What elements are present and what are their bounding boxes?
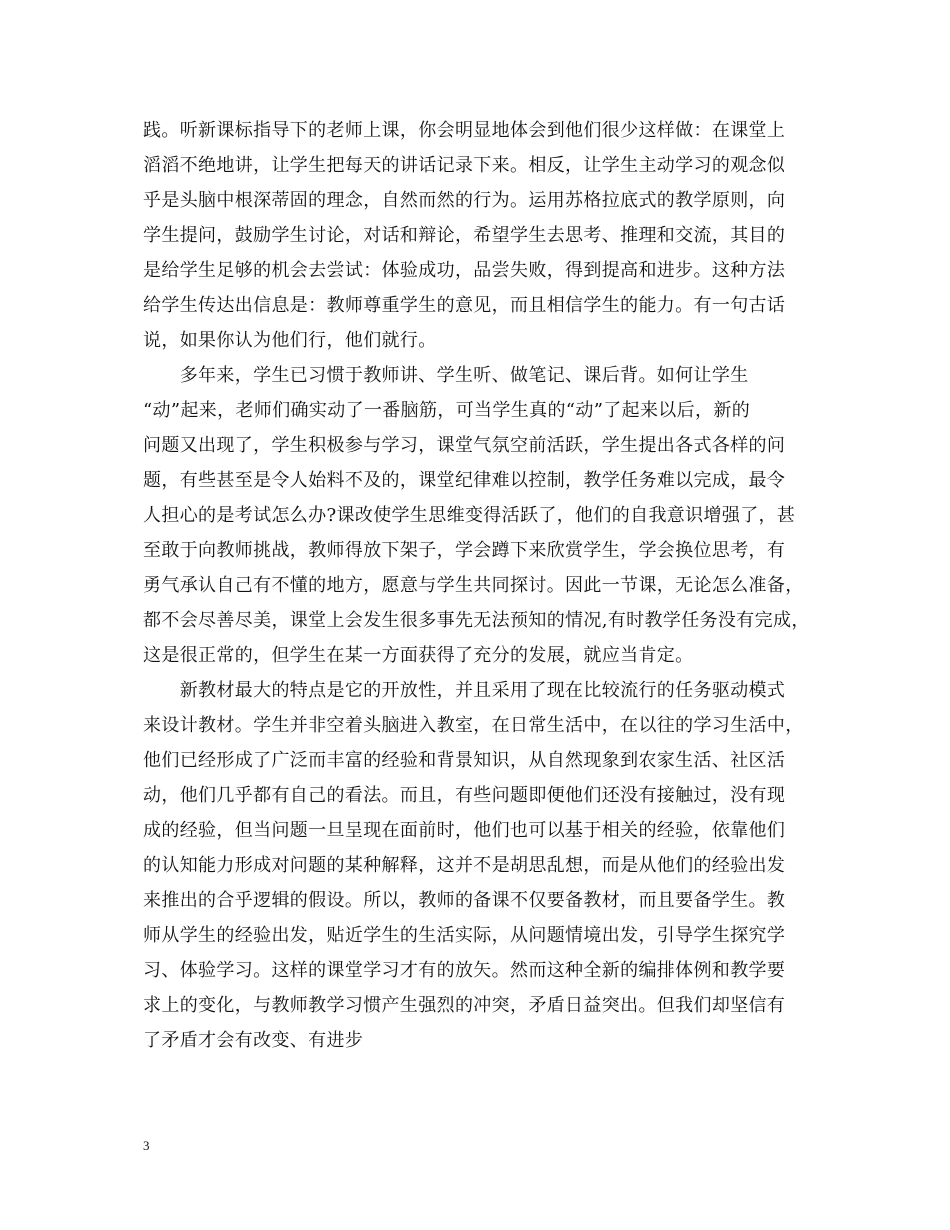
text-line: 践。听新课标指导下的老师上课，你会明显地体会到他们很少这样做：在课堂上 (143, 120, 786, 141)
text-line: 人担心的是考试怎么办?课改使学生思维变得活跃了，他们的自我意识增强了，甚 (143, 505, 796, 526)
text-line: 给学生传达出信息是：教师尊重学生的意见，而且相信学生的能力。有一句古话 (143, 295, 786, 316)
text-line: 说，如果你认为他们行，他们就行。 (143, 330, 437, 351)
text-line: 题，有些甚至是令人始料不及的，课堂纪律难以控制，教学任务难以完成，最令 (143, 470, 786, 491)
text-line: 他们已经形成了广泛而丰富的经验和背景知识，从自然现象到农家生活、社区活 (143, 750, 786, 771)
text-line: 新教材最大的特点是它的开放性，并且采用了现在比较流行的任务驱动模式 (143, 680, 786, 701)
text-line: 这是很正常的，但学生在某一方面获得了充分的发展，就应当肯定。 (143, 645, 694, 666)
text-line: 勇气承认自己有不懂的地方，愿意与学生共同探讨。因此一节课，无论怎么准备， (143, 575, 804, 596)
text-line: 来推出的合乎逻辑的假设。所以，教师的备课不仅要备教材，而且要备学生。教 (143, 890, 786, 911)
text-line: 习、体验学习。这样的课堂学习才有的放矢。然而这种全新的编排体例和教学要 (143, 960, 786, 981)
text-line: 师从学生的经验出发，贴近学生的生活实际，从问题情境出发，引导学生探究学 (143, 925, 786, 946)
text-line: 成的经验，但当问题一旦呈现在面前时，他们也可以基于相关的经验，依靠他们 (143, 820, 786, 841)
text-line: 多年来，学生已习惯于教师讲、学生听、做笔记、课后背。如何让学生 (143, 365, 749, 386)
text-line: 滔滔不绝地讲，让学生把每天的讲话记录下来。相反，让学生主动学习的观念似 (143, 155, 786, 176)
text-line: 来设计教材。学生并非空着头脑进入教室，在日常生活中，在以往的学习生活中， (143, 715, 804, 736)
text-line: 学生提问，鼓励学生讨论，对话和辩论，希望学生去思考、推理和交流，其目的 (143, 225, 786, 246)
text-line: 是给学生足够的机会去尝试：体验成功，品尝失败，得到提高和进步。这种方法 (143, 260, 786, 281)
text-line: 乎是头脑中根深蒂固的理念，自然而然的行为。运用苏格拉底式的教学原则，向 (143, 190, 786, 211)
text-line: 都不会尽善尽美，课堂上会发生很多事先无法预知的情况,有时教学任务没有完成， (143, 610, 810, 631)
text-line: 的认知能力形成对问题的某种解释，这并不是胡思乱想，而是从他们的经验出发 (143, 855, 786, 876)
text-line: “动”起来，老师们确实动了一番脑筋，可当学生真的“动”了起来以后，新的 (143, 400, 751, 421)
text-line: 至敢于向教师挑战，教师得放下架子，学会蹲下来欣赏学生，学会换位思考，有 (143, 540, 786, 561)
page-number: 3 (143, 1138, 150, 1153)
text-line: 问题又出现了，学生积极参与学习，课堂气氛空前活跃，学生提出各式各样的问 (143, 435, 786, 456)
body-text (143, 113, 813, 1058)
text-line: 动，他们几乎都有自己的看法。而且，有些问题即便他们还没有接触过，没有现 (143, 785, 786, 806)
text-line: 求上的变化，与教师教学习惯产生强烈的冲突，矛盾日益突出。但我们却坚信有 (143, 995, 786, 1016)
text-line: 了矛盾才会有改变、有进步 (143, 1030, 364, 1051)
